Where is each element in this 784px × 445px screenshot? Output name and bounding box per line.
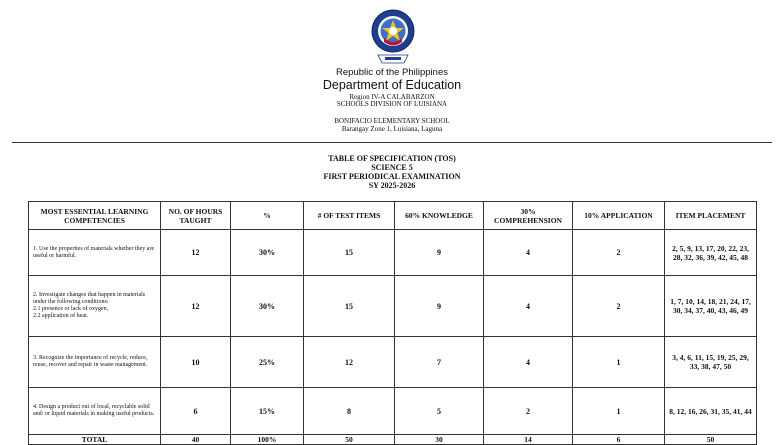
- header-knowledge: 60% KNOWLEDGE: [395, 202, 484, 230]
- competency-cell: 3. Recognize the importance of recycle, reduce, reuse, recover and repair in waste management.: [29, 337, 161, 388]
- application-cell: 2: [573, 276, 665, 337]
- document-title: [0, 154, 784, 190]
- total-knowledge: 30: [395, 435, 484, 445]
- tos-table: [28, 201, 757, 445]
- deped-seal-logo: [370, 8, 416, 66]
- total-placement: 50: [665, 435, 757, 445]
- competency-cell: 1. Use the properties of materials whether they are useful or harmful.: [29, 230, 161, 276]
- competency-cell: 4. Design a product out of local, recyclable solid and/ or liquid materials in making useful products.: [29, 388, 161, 435]
- placement-cell: 1, 7, 10, 14, 18, 21, 24, 17, 30, 34, 37, 40, 43, 46, 49: [665, 276, 757, 337]
- total-percent: 100%: [231, 435, 304, 445]
- percent-cell: 30%: [231, 230, 304, 276]
- knowledge-cell: 7: [395, 337, 484, 388]
- header-item-placement: ITEM PLACEMENT: [665, 202, 757, 230]
- table-row: [29, 337, 757, 388]
- comprehension-cell: 2: [484, 388, 573, 435]
- header-application: 10% APPLICATION: [573, 202, 665, 230]
- school-address: Barangay Zone 1, Luisiana, Laguna: [341, 125, 443, 133]
- items-cell: 8: [304, 388, 395, 435]
- percent-cell: 25%: [231, 337, 304, 388]
- percent-cell: 15%: [231, 388, 304, 435]
- knowledge-cell: 5: [395, 388, 484, 435]
- total-hours: 40: [161, 435, 231, 445]
- title-line-4: SY 2025-2026: [368, 181, 416, 190]
- table-row: [29, 276, 757, 337]
- percent-cell: 30%: [231, 276, 304, 337]
- title-line-1: TABLE OF SPECIFICATION (TOS): [328, 154, 456, 163]
- placement-cell: 8, 12, 16, 26, 31, 35, 41, 44: [665, 388, 757, 435]
- placement-cell: 2, 5, 9, 13, 17, 20, 22, 23, 28, 32, 36, 39, 42, 45, 48: [665, 230, 757, 276]
- application-cell: 1: [573, 388, 665, 435]
- comprehension-cell: 4: [484, 276, 573, 337]
- knowledge-cell: 9: [395, 276, 484, 337]
- competency-cell: 2. Investigate changes that happen in materials under the following conditions: 2.1 presence or lack of oxygen, 2.2 application of heat.: [29, 276, 161, 337]
- knowledge-cell: 9: [395, 230, 484, 276]
- table-row: [29, 388, 757, 435]
- total-comprehension: 14: [484, 435, 573, 445]
- comprehension-cell: 4: [484, 230, 573, 276]
- title-line-3: FIRST PERIODICAL EXAMINATION: [323, 172, 461, 181]
- placement-cell: 3, 4, 6, 11, 15, 19, 25, 29, 33, 38, 47, 50: [665, 337, 757, 388]
- republic-line: Republic of the Philippines: [336, 67, 448, 78]
- total-label: TOTAL: [29, 435, 161, 445]
- items-cell: 15: [304, 276, 395, 337]
- table-header-row: [29, 202, 757, 230]
- application-cell: 2: [573, 230, 665, 276]
- header-test-items: # OF TEST ITEMS: [304, 202, 395, 230]
- application-cell: 1: [573, 337, 665, 388]
- comprehension-cell: 4: [484, 337, 573, 388]
- items-cell: 12: [304, 337, 395, 388]
- division-line: SCHOOLS DIVISION OF LUISIANA: [336, 100, 448, 108]
- header-comprehension: 30% COMPREHENSION: [484, 202, 573, 230]
- header-hours: NO. OF HOURS TAUGHT: [161, 202, 231, 230]
- items-cell: 15: [304, 230, 395, 276]
- title-line-2: SCIENCE 5: [371, 163, 413, 172]
- table-row: [29, 230, 757, 276]
- school-name: BONIFACIO ELEMENTARY SCHOOL: [334, 117, 450, 125]
- header-divider: [12, 142, 772, 143]
- header-competencies: MOST ESSENTIAL LEARNING COMPETENCIES: [29, 202, 161, 230]
- header-percent: %: [231, 202, 304, 230]
- region-line: Region IV-A CALABARZON: [349, 93, 435, 101]
- hours-cell: 10: [161, 337, 231, 388]
- hours-cell: 6: [161, 388, 231, 435]
- total-application: 6: [573, 435, 665, 445]
- department-name: Department of Education: [322, 78, 462, 92]
- hours-cell: 12: [161, 276, 231, 337]
- total-row: [29, 435, 757, 445]
- total-items: 50: [304, 435, 395, 445]
- hours-cell: 12: [161, 230, 231, 276]
